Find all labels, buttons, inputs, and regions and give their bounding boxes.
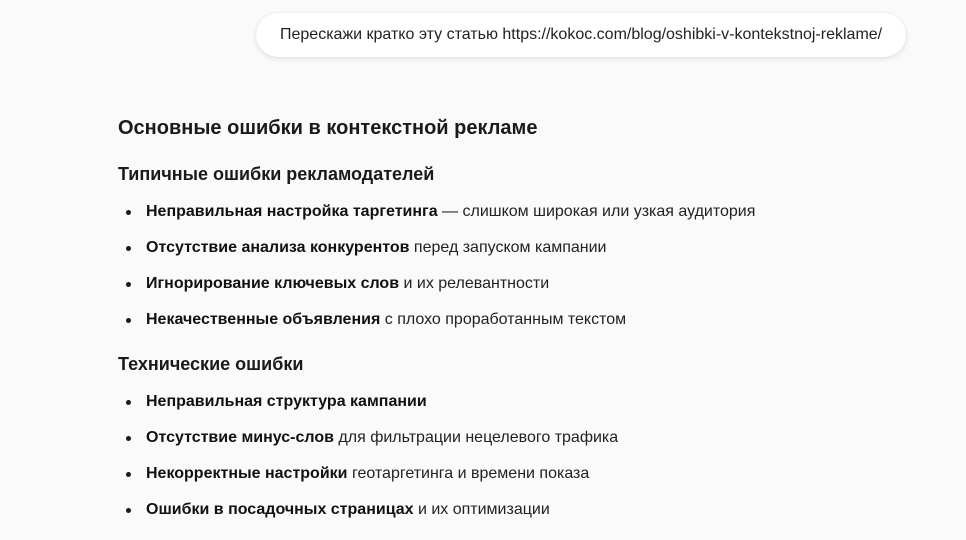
user-message-text[interactable]: Перескажи кратко эту статью https://kokoc.com/blog/oshibki-v-kontekstnoj-reklame/ xyxy=(280,26,883,43)
list-item xyxy=(118,500,918,520)
item-bold: Неправильная структура кампании xyxy=(146,393,427,410)
list-item xyxy=(118,310,918,330)
list-item xyxy=(118,274,918,294)
technical-errors-list xyxy=(118,392,918,520)
typical-errors-list xyxy=(118,202,918,330)
item-bold: Отсутствие минус-слов xyxy=(146,429,334,446)
bullet-icon xyxy=(126,318,131,323)
item-text: геотаргетинга и времени показа xyxy=(347,465,590,482)
bullet-icon xyxy=(126,508,131,513)
item-text: перед запуском кампании xyxy=(409,239,607,256)
user-message-bubble xyxy=(256,13,906,57)
list-item xyxy=(118,428,918,448)
section-heading-typical-errors: Типичные ошибки рекламодателей xyxy=(118,164,435,184)
list-item xyxy=(118,392,918,412)
item-text: для фильтрации нецелевого трафика xyxy=(333,429,619,446)
bullet-icon xyxy=(126,246,131,251)
item-bold: Некорректные настройки xyxy=(146,465,348,482)
bullet-icon xyxy=(126,472,131,477)
bullet-icon xyxy=(126,282,131,287)
assistant-answer xyxy=(118,114,918,520)
bullet-icon xyxy=(126,210,131,215)
item-bold: Неправильная настройка таргетинга xyxy=(146,203,438,220)
item-text: — слишком широкая или узкая аудитория xyxy=(437,203,756,220)
list-item xyxy=(118,464,918,484)
item-bold: Ошибки в посадочных страницах xyxy=(146,501,414,518)
bullet-icon xyxy=(126,400,131,405)
list-item xyxy=(118,202,918,222)
item-text: с плохо проработанным текстом xyxy=(380,311,627,328)
item-bold: Некачественные объявления xyxy=(146,311,381,328)
section-heading-technical-errors: Технические ошибки xyxy=(118,354,304,374)
item-text: и их релевантности xyxy=(399,275,550,292)
item-bold: Игнорирование ключевых слов xyxy=(146,275,400,292)
list-item xyxy=(118,238,918,258)
bullet-icon xyxy=(126,436,131,441)
item-text: и их оптимизации xyxy=(413,501,550,518)
answer-title: Основные ошибки в контекстной рекламе xyxy=(118,117,538,139)
item-bold: Отсутствие анализа конкурентов xyxy=(146,239,410,256)
